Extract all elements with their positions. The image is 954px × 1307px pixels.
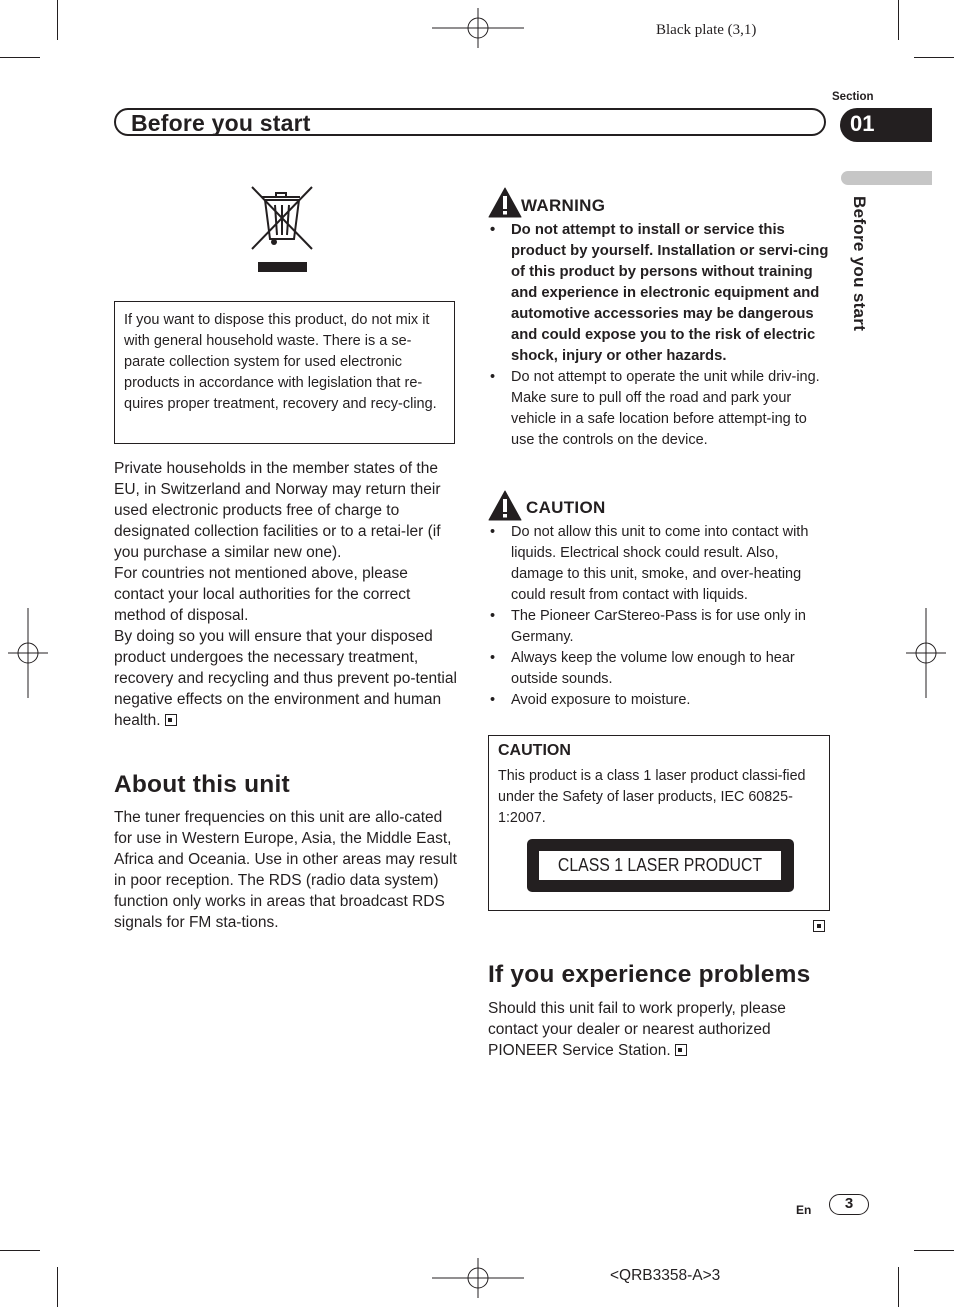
caution-heading: CAUTION: [526, 498, 606, 517]
crossed-out-bin-icon: [250, 185, 314, 275]
caution-list: [488, 522, 833, 711]
list-item: [488, 690, 833, 711]
end-mark-icon: [813, 920, 825, 932]
caution-triangle-icon: [488, 490, 522, 522]
crop-mark: [57, 1267, 58, 1307]
side-tab-bar: [841, 171, 932, 185]
warning-heading: WARNING: [521, 196, 606, 215]
about-heading: About this unit: [114, 771, 290, 798]
problems-text: Should this unit fail to work properly, please contact your dealer or nearest authorized PIONEER Service Station.: [488, 1000, 786, 1059]
bullet-icon: •: [490, 650, 496, 666]
laser-caution-text: This product is a class 1 laser product classi-fied under the Safety of laser products, IEC 60825-1:2007.: [498, 768, 806, 826]
disposal-paragraphs: [114, 458, 459, 731]
crop-mark: [0, 1250, 40, 1251]
side-tab-label: Before you start: [850, 196, 869, 332]
end-mark-icon: [165, 714, 177, 726]
list-item: [488, 220, 833, 367]
caution-item-text: Do not allow this unit to come into contact with liquids. Electrical shock could result. Also, damage to this unit, smoke, and over-heating could result from contact with liquids.: [511, 524, 809, 603]
disposal-notice-text: If you want to dispose this product, do not mix it with general household waste. There is a se-parate collection system for used electronic products in accordance with legislation that re-quires proper treatment, recovery and recy-cling.: [124, 312, 437, 412]
laser-caution-heading: CAUTION: [498, 742, 571, 759]
problems-heading: If you experience problems: [488, 961, 811, 988]
crop-mark: [898, 0, 899, 40]
registration-mark-icon: [8, 608, 48, 698]
crop-mark: [914, 57, 954, 58]
disposal-paragraph: For countries not mentioned above, please contact your local authorities for the correct method of disposal.: [114, 565, 411, 624]
list-item: [488, 522, 833, 606]
end-mark-icon: [675, 1044, 687, 1056]
caution-item-text: Avoid exposure to moisture.: [511, 692, 691, 708]
crop-mark: [0, 57, 40, 58]
caution-item-text: The Pioneer CarStereo-Pass is for use only in Germany.: [511, 608, 806, 645]
laser-class-label-text: CLASS 1 LASER PRODUCT: [557, 855, 763, 875]
warning-item-text: Do not attempt to install or service this product by yourself. Installation or servi-cing of this product by persons without training and experience in electronic equipment and automotive accessories may be dangerous and could expose you to the risk of electric shock, injury or other hazards.: [511, 222, 829, 364]
bullet-icon: •: [490, 608, 496, 624]
section-label: Section: [832, 91, 874, 103]
section-number: 01: [850, 111, 875, 136]
caution-item-text: Always keep the volume low enough to hear outside sounds.: [511, 650, 795, 687]
warning-triangle-icon: [488, 187, 522, 219]
list-item: [488, 367, 833, 451]
registration-mark-icon: [906, 608, 946, 698]
disposal-paragraph-last: [114, 626, 459, 731]
list-item: [488, 648, 833, 690]
registration-mark-icon: [432, 8, 524, 48]
crop-mark: [898, 1267, 899, 1307]
disposal-paragraph: Private households in the member states of the EU, in Switzerland and Norway may return their used electronic products free of charge to designated collection facilities or to a retai-ler (if you purchase a similar new one).: [114, 460, 441, 561]
document-code: <QRB3358-A>3: [610, 1267, 721, 1284]
page-title: Before you start: [131, 110, 311, 136]
bullet-icon: •: [490, 524, 496, 540]
crop-mark: [914, 1250, 954, 1251]
page-number: 3: [844, 1195, 854, 1212]
disposal-paragraph: By doing so you will ensure that your disposed product undergoes the necessary treatment, recovery and recycling and thus prevent po-tential negative effects on the environment and human health.: [114, 628, 457, 729]
registration-mark-icon: [432, 1258, 524, 1298]
disposal-notice-box: [114, 301, 455, 444]
crop-mark: [57, 0, 58, 40]
problems-paragraph: [488, 998, 833, 1061]
plate-label: Black plate (3,1): [656, 22, 757, 38]
bullet-icon: •: [490, 222, 496, 238]
about-text: The tuner frequencies on this unit are allo-cated for use in Western Europe, Asia, the Middle East, Africa and Oceania. Use in other areas may result in poor reception. The RDS (radio data system) function only works in areas that broadcast RDS signals for FM sta-tions.: [114, 809, 457, 931]
warning-list: [488, 220, 833, 451]
language-label: En: [796, 1203, 812, 1217]
list-item: [488, 606, 833, 648]
bullet-icon: •: [490, 369, 496, 385]
bullet-icon: •: [490, 692, 496, 708]
laser-end-mark: [813, 918, 825, 936]
warning-item-text: Do not attempt to operate the unit while driv-ing. Make sure to pull off the road and park your vehicle in a safe location before attempt-ing to use the controls on the device.: [511, 369, 820, 448]
